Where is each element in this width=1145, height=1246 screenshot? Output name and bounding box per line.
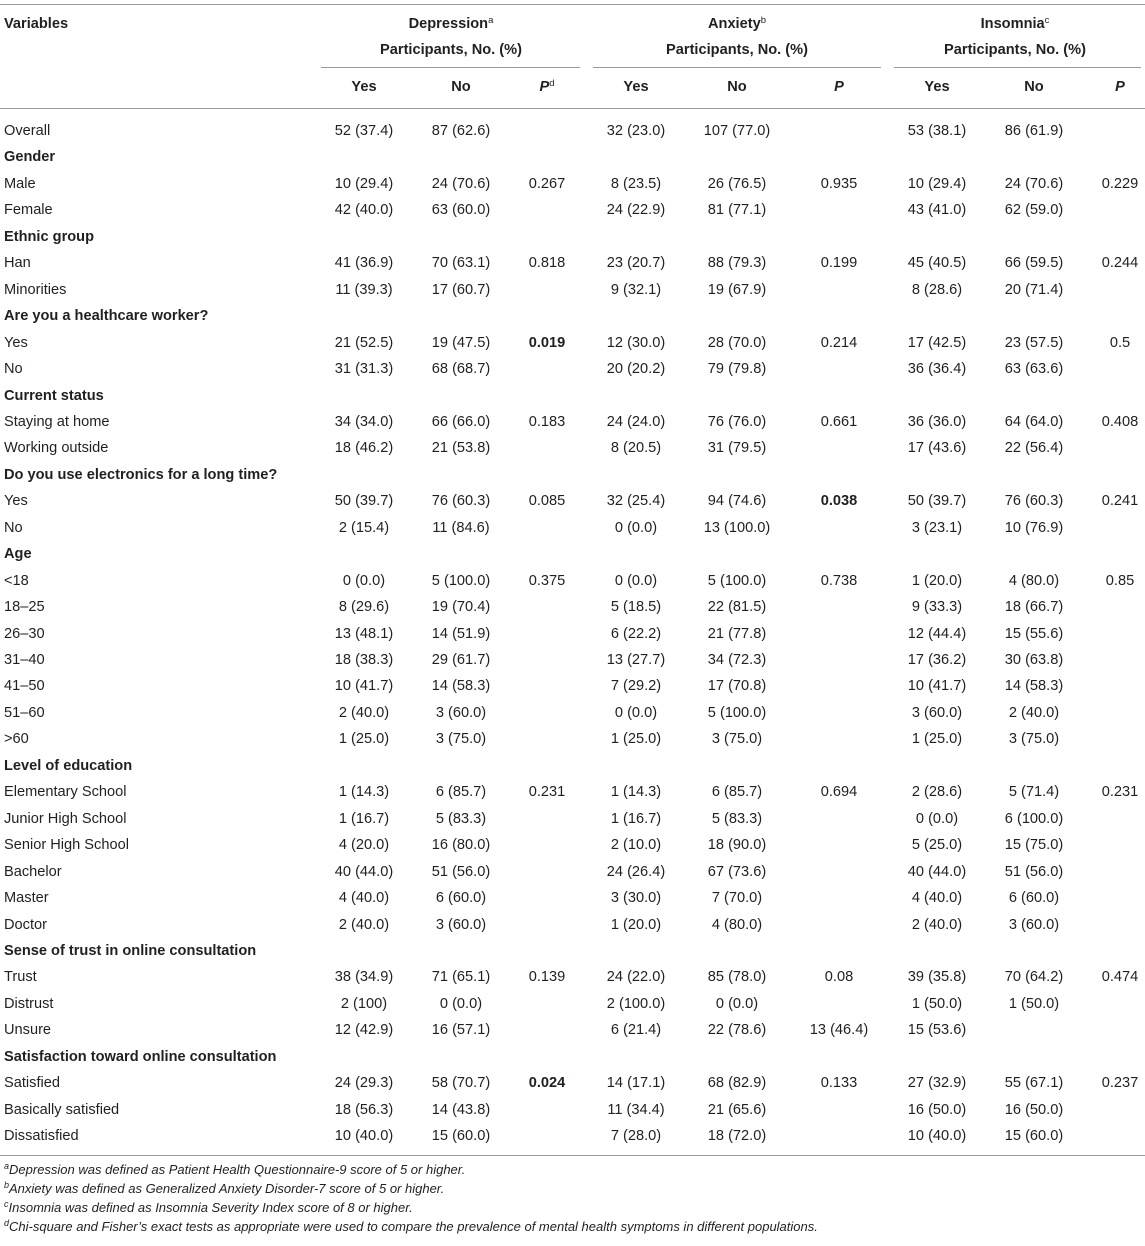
table-cell: 7 (28.0)	[610, 1128, 662, 1145]
table-cell: 0.738	[820, 572, 858, 589]
table-cell: 14 (17.1)	[606, 1075, 666, 1092]
header-anxiety: Anxiety$^b$	[707, 15, 767, 32]
table-cell: 21 (52.5)	[334, 334, 394, 351]
header-insomnia: Insomnia$^c$	[980, 15, 1050, 32]
table-cell: 39 (35.8)	[907, 969, 967, 986]
table-cell: 18 (38.3)	[334, 652, 394, 668]
table-cell: 0.139	[528, 969, 566, 986]
table-cell: 4 (80.0)	[1008, 572, 1060, 589]
table-cell: 0.408	[1101, 413, 1139, 430]
table-cell: 18 (72.0)	[707, 1128, 767, 1145]
table-cell: 5 (25.0)	[911, 837, 963, 854]
section-header: Sense of trust in online consultation	[4, 942, 257, 959]
table-cell: 0.818	[528, 255, 566, 272]
table-cell: 40 (44.0)	[334, 863, 394, 880]
row-label: Han	[4, 255, 31, 272]
table-cell: 41 (36.9)	[334, 255, 394, 272]
footnote-d: $^d$Chi-square and Fisher’s exact tests as appropriate were used to compare the prevalence of mental health symptoms in different populations.	[4, 1218, 818, 1234]
row-label: No	[4, 519, 23, 536]
row-label: Junior High School	[4, 810, 127, 827]
table-cell: 1 (25.0)	[338, 731, 390, 748]
table-cell: 13 (100.0)	[703, 519, 771, 536]
table-cell: 94 (74.6)	[707, 493, 767, 510]
table-cell: 13 (48.1)	[334, 625, 394, 642]
table-cell: 76 (60.3)	[1004, 493, 1064, 510]
table-cell: 8 (28.6)	[911, 281, 963, 298]
table-cell: 15 (75.0)	[1004, 837, 1064, 854]
table-cell: 67 (73.6)	[707, 863, 767, 880]
section-header: Ethnic group	[4, 228, 94, 245]
table-cell: 6 (22.2)	[610, 625, 662, 642]
table-cell: 21 (77.8)	[707, 625, 767, 642]
bottom-rule	[0, 1155, 1145, 1156]
table-cell: 0 (0.0)	[715, 995, 759, 1012]
table-cell: 22 (78.6)	[707, 1022, 767, 1039]
row-label: Unsure	[4, 1022, 52, 1039]
table-cell: 50 (39.7)	[334, 493, 394, 510]
table-cell: 76 (60.3)	[431, 493, 491, 510]
row-label: Working outside	[4, 440, 109, 457]
table-cell: 22 (56.4)	[1004, 440, 1064, 457]
table-cell: 13 (27.7)	[606, 652, 666, 668]
table-cell: 12 (42.9)	[334, 1022, 394, 1039]
table-cell: 0.694	[820, 784, 858, 801]
table-cell: 4 (80.0)	[711, 916, 763, 933]
row-label: Satisfied	[4, 1075, 60, 1092]
table-cell: 22 (81.5)	[707, 599, 767, 616]
table-cell: 43 (41.0)	[907, 202, 967, 219]
table-cell: 3 (75.0)	[435, 731, 487, 748]
table-cell: 70 (64.2)	[1004, 969, 1064, 986]
row-label: Basically satisfied	[4, 1101, 120, 1118]
header-variables: Variables	[4, 16, 69, 32]
table-cell: 0.199	[820, 255, 858, 272]
depression-underline	[321, 67, 580, 68]
row-label: Yes	[4, 334, 28, 351]
table-cell: 18 (46.2)	[334, 440, 394, 457]
table-cell: 5 (83.3)	[711, 810, 763, 827]
table-cell: 4 (20.0)	[338, 837, 390, 854]
table-cell: 68 (68.7)	[431, 361, 491, 377]
table-cell: 107 (77.0)	[703, 123, 771, 139]
table-cell: 16 (80.0)	[431, 837, 491, 854]
table-cell: 68 (82.9)	[707, 1075, 767, 1092]
insomnia-underline	[894, 67, 1141, 68]
table-cell: 85 (78.0)	[707, 969, 767, 986]
table-cell: 63 (63.6)	[1004, 361, 1064, 377]
table-cell: 38 (34.9)	[334, 969, 394, 986]
table-cell: 24 (24.0)	[606, 413, 666, 430]
table-cell: 23 (57.5)	[1004, 334, 1064, 351]
table-cell: 1 (50.0)	[1008, 995, 1060, 1012]
table-cell: 0.267	[528, 175, 566, 192]
row-label: Staying at home	[4, 413, 110, 430]
table-cell: 0.241	[1101, 493, 1139, 510]
table-cell: 1 (16.7)	[338, 810, 390, 827]
table-cell: 34 (72.3)	[707, 652, 767, 668]
table-cell: 10 (40.0)	[334, 1128, 394, 1145]
table-cell: 0.85	[1105, 572, 1135, 589]
row-label: No	[4, 361, 23, 377]
table-cell: 0.183	[528, 413, 566, 430]
table-cell: 10 (29.4)	[334, 175, 394, 192]
row-label: Male	[4, 175, 36, 192]
table-cell: 19 (67.9)	[707, 281, 767, 298]
table-cell: 45 (40.5)	[907, 255, 967, 272]
row-label: 31–40	[4, 652, 45, 668]
table-cell: 24 (26.4)	[606, 863, 666, 880]
row-label: 51–60	[4, 704, 45, 721]
table-cell: 10 (41.7)	[907, 678, 967, 695]
table-cell: 16 (50.0)	[907, 1101, 967, 1118]
table-cell: 0.038	[820, 493, 858, 510]
anxiety-underline	[593, 67, 881, 68]
table-cell: 3 (60.0)	[1008, 916, 1060, 933]
table-cell: 6 (85.7)	[711, 784, 763, 801]
table-cell: 3 (60.0)	[911, 704, 963, 721]
row-label: Doctor	[4, 916, 47, 933]
section-header: Age	[4, 546, 32, 563]
footnote-b: $^b$Anxiety was defined as Generalized Anxiety Disorder-7 score of 5 or higher.	[4, 1180, 445, 1196]
table-cell: 7 (29.2)	[610, 678, 662, 695]
table-cell: 10 (76.9)	[1004, 519, 1064, 536]
table-cell: 6 (60.0)	[1008, 890, 1060, 906]
table-cell: 0 (0.0)	[614, 704, 658, 721]
table-cell: 24 (70.6)	[1004, 175, 1064, 192]
col-insomnia-yes: Yes	[924, 79, 950, 95]
table-cell: 19 (70.4)	[431, 599, 491, 616]
section-header: Do you use electronics for a long time?	[4, 466, 278, 483]
table-cell: 40 (44.0)	[907, 863, 967, 880]
table-cell: 12 (44.4)	[907, 625, 967, 642]
row-label: Master	[4, 890, 49, 906]
row-label: Elementary School	[4, 784, 127, 801]
top-rule	[0, 4, 1145, 5]
table-cell: 0.474	[1101, 969, 1139, 986]
table-cell: 62 (59.0)	[1004, 202, 1064, 219]
table-cell: 24 (70.6)	[431, 175, 491, 192]
col-depression-p: $P^d$	[539, 78, 555, 95]
table-cell: 6 (21.4)	[610, 1022, 662, 1039]
table-cell: 20 (20.2)	[606, 361, 666, 377]
table-cell: 0.375	[528, 572, 566, 589]
table-cell: 17 (42.5)	[907, 334, 967, 351]
table-cell: 31 (79.5)	[707, 440, 767, 457]
table-cell: 10 (40.0)	[907, 1128, 967, 1145]
row-label: Trust	[4, 969, 37, 986]
table-cell: 15 (60.0)	[431, 1128, 491, 1145]
header-bottom-rule	[0, 108, 1145, 109]
row-label: Yes	[4, 493, 28, 510]
table-cell: 14 (58.3)	[431, 678, 491, 695]
table-cell: 17 (36.2)	[907, 652, 967, 668]
table-cell: 0.229	[1101, 175, 1139, 192]
col-depression-yes: Yes	[351, 79, 377, 95]
table-cell: 12 (30.0)	[606, 334, 666, 351]
table-cell: 21 (53.8)	[431, 440, 491, 457]
section-header: Level of education	[4, 757, 133, 774]
table-cell: 2 (40.0)	[911, 916, 963, 933]
table-cell: 18 (56.3)	[334, 1101, 394, 1118]
table-cell: 0.935	[820, 175, 858, 192]
table-cell: 51 (56.0)	[1004, 863, 1064, 880]
table-cell: 11 (39.3)	[335, 281, 393, 298]
row-label: <18	[4, 572, 29, 589]
table-cell: 0.661	[820, 413, 858, 430]
table-cell: 79 (79.8)	[707, 361, 767, 377]
table-cell: 53 (38.1)	[907, 123, 967, 139]
footnotes	[4, 1160, 818, 1236]
row-label: Bachelor	[4, 863, 62, 880]
section-header: Are you a healthcare worker?	[4, 308, 209, 325]
table-cell: 87 (62.6)	[431, 123, 491, 139]
table-cell: 36 (36.4)	[907, 361, 967, 377]
header-depression: Depression$^a$	[408, 15, 494, 32]
row-label: Dissatisfied	[4, 1128, 79, 1145]
col-anxiety-yes: Yes	[623, 79, 649, 95]
table-cell: 31 (31.3)	[334, 361, 394, 377]
table-cell: 1 (16.7)	[610, 810, 662, 827]
table-cell: 66 (59.5)	[1004, 255, 1064, 272]
table-cell: 1 (14.3)	[610, 784, 662, 801]
section-header: Gender	[4, 149, 56, 166]
table-cell: 0.214	[820, 334, 858, 351]
table-cell: 18 (66.7)	[1004, 599, 1064, 616]
table-cell: 81 (77.1)	[707, 202, 767, 219]
table-cell: 66 (66.0)	[431, 413, 491, 430]
table-cell: 28 (70.0)	[707, 334, 767, 351]
table-cell: 0.231	[1101, 784, 1139, 801]
table-cell: 8 (29.6)	[338, 599, 390, 616]
table-cell: 21 (65.6)	[707, 1101, 767, 1118]
table-cell: 15 (53.6)	[907, 1022, 967, 1039]
table-cell: 3 (23.1)	[911, 519, 963, 536]
table-cell: 34 (34.0)	[334, 413, 394, 430]
table-cell: 1 (20.0)	[911, 572, 963, 589]
table-cell: 7 (70.0)	[711, 890, 763, 906]
table-cell: 5 (100.0)	[707, 704, 767, 721]
col-insomnia-no: No	[1024, 79, 1044, 95]
table-cell: 10 (29.4)	[907, 175, 967, 192]
table-cell: 26 (76.5)	[707, 175, 767, 192]
table-cell: 2 (40.0)	[1008, 704, 1060, 721]
table-cell: 30 (63.8)	[1004, 652, 1064, 668]
table-cell: 5 (18.5)	[610, 599, 662, 616]
table-cell: 32 (25.4)	[606, 493, 666, 510]
section-header: Satisfaction toward online consultation	[4, 1048, 277, 1065]
table-cell: 2 (100)	[340, 995, 388, 1012]
header-depression-subtitle: Participants, No. (%)	[380, 42, 522, 58]
table-cell: 11 (84.6)	[432, 519, 490, 536]
footnote-c: $^c$Insomnia was defined as Insomnia Severity Index score of 8 or higher.	[4, 1199, 413, 1215]
table-cell: 13 (46.4)	[809, 1022, 869, 1039]
row-label: 41–50	[4, 678, 45, 695]
table-cell: 5 (100.0)	[431, 572, 491, 589]
table-cell: 10 (41.7)	[334, 678, 394, 695]
row-label: Minorities	[4, 281, 67, 298]
table-cell: 6 (85.7)	[435, 784, 487, 801]
table-cell: 0 (0.0)	[439, 995, 483, 1012]
table-cell: 14 (51.9)	[431, 625, 491, 642]
table-cell: 3 (30.0)	[610, 890, 662, 906]
table-cell: 3 (60.0)	[435, 916, 487, 933]
table-cell: 3 (60.0)	[435, 704, 487, 721]
header-anxiety-subtitle: Participants, No. (%)	[666, 42, 808, 58]
table-cell: 0.244	[1101, 255, 1139, 272]
table-cell: 6 (60.0)	[435, 890, 487, 906]
table-cell: 0.08	[824, 969, 854, 986]
col-anxiety-no: No	[727, 79, 747, 95]
table-cell: 1 (25.0)	[911, 731, 963, 748]
table-cell: 36 (36.0)	[907, 413, 967, 430]
table-cell: 24 (29.3)	[334, 1075, 394, 1092]
table-cell: 23 (20.7)	[606, 255, 666, 272]
footnote-a: $^a$Depression was defined as Patient Health Questionnaire-9 score of 5 or higher.	[4, 1161, 466, 1177]
table-cell: 16 (50.0)	[1004, 1101, 1064, 1118]
table-cell: 1 (25.0)	[610, 731, 662, 748]
table-cell: 2 (100.0)	[606, 995, 666, 1012]
table-cell: 0.085	[528, 493, 566, 510]
row-label: 26–30	[4, 625, 45, 642]
table-cell: 24 (22.0)	[606, 969, 666, 986]
table-cell: 20 (71.4)	[1004, 281, 1064, 298]
table-cell: 58 (70.7)	[431, 1075, 491, 1092]
table-cell: 51 (56.0)	[431, 863, 491, 880]
table-cell: 63 (60.0)	[431, 202, 491, 219]
table-cell: 17 (70.8)	[707, 678, 767, 695]
row-label: Distrust	[4, 995, 54, 1012]
table-cell: 4 (40.0)	[911, 890, 963, 906]
table-cell: 9 (33.3)	[911, 599, 963, 616]
table-cell: 0.231	[528, 784, 566, 801]
table-cell: 0 (0.0)	[614, 572, 658, 589]
table-cell: 0.133	[820, 1075, 858, 1092]
table-cell: 42 (40.0)	[334, 202, 394, 219]
table-cell: 88 (79.3)	[707, 255, 767, 272]
table-cell: 17 (60.7)	[431, 281, 491, 298]
table-cell: 5 (83.3)	[435, 810, 487, 827]
table-cell: 9 (32.1)	[610, 281, 662, 298]
table-cell: 0 (0.0)	[915, 810, 959, 827]
table-cell: 2 (28.6)	[911, 784, 963, 801]
table-cell: 15 (55.6)	[1004, 625, 1064, 642]
table-cell: 0 (0.0)	[342, 572, 386, 589]
table-cell: 0.237	[1101, 1075, 1139, 1092]
table-cell: 2 (10.0)	[610, 837, 662, 854]
table-cell: 55 (67.1)	[1004, 1075, 1064, 1092]
table-cell: 52 (37.4)	[334, 123, 394, 139]
table-cell: 5 (71.4)	[1008, 784, 1060, 801]
table-cell: 71 (65.1)	[431, 969, 491, 986]
table-cell: 15 (60.0)	[1004, 1128, 1064, 1145]
table-cell: 29 (61.7)	[431, 652, 491, 668]
table-cell: 6 (100.0)	[1004, 810, 1064, 827]
row-label: Overall	[4, 123, 51, 139]
table-cell: 76 (76.0)	[707, 413, 767, 430]
table-cell: 5 (100.0)	[707, 572, 767, 589]
table-cell: 70 (63.1)	[431, 255, 491, 272]
table-cell: 14 (43.8)	[431, 1101, 491, 1118]
row-label: 18–25	[4, 599, 45, 616]
col-depression-no: No	[451, 79, 471, 95]
table-cell: 2 (40.0)	[338, 916, 390, 933]
table-cell: 1 (14.3)	[338, 784, 390, 801]
row-label: Senior High School	[4, 837, 129, 854]
table-cell: 0.024	[528, 1075, 566, 1092]
table-cell: 18 (90.0)	[707, 837, 767, 854]
section-header: Current status	[4, 387, 104, 404]
table-cell: 4 (40.0)	[338, 890, 390, 906]
table-cell: 0.019	[528, 334, 566, 351]
table-cell: 2 (15.4)	[338, 519, 390, 536]
table-cell: 24 (22.9)	[606, 202, 666, 219]
table-cell: 86 (61.9)	[1004, 123, 1064, 139]
table-cell: 8 (23.5)	[610, 175, 662, 192]
table-cell: 1 (20.0)	[610, 916, 662, 933]
table-cell: 11 (34.4)	[607, 1101, 665, 1118]
row-label: >60	[4, 731, 29, 748]
table-cell: 17 (43.6)	[907, 440, 967, 457]
table-cell: 8 (20.5)	[610, 440, 662, 457]
table-cell: 16 (57.1)	[431, 1022, 491, 1039]
table-cell: 50 (39.7)	[907, 493, 967, 510]
table-cell: 3 (75.0)	[711, 731, 763, 748]
table-cell: 27 (32.9)	[907, 1075, 967, 1092]
table-cell: 0 (0.0)	[614, 519, 658, 536]
row-label: Female	[4, 202, 53, 219]
header-insomnia-subtitle: Participants, No. (%)	[944, 42, 1086, 58]
col-insomnia-p: P	[1115, 79, 1125, 95]
col-anxiety-p: P	[834, 79, 844, 95]
table-cell: 14 (58.3)	[1004, 678, 1064, 695]
table-cell: 64 (64.0)	[1004, 413, 1064, 430]
table-cell: 1 (50.0)	[911, 995, 963, 1012]
table-cell: 3 (75.0)	[1008, 731, 1060, 748]
table-cell: 0.5	[1109, 334, 1131, 351]
table-cell: 32 (23.0)	[606, 123, 666, 139]
table-cell: 2 (40.0)	[338, 704, 390, 721]
table-cell: 19 (47.5)	[431, 334, 491, 351]
